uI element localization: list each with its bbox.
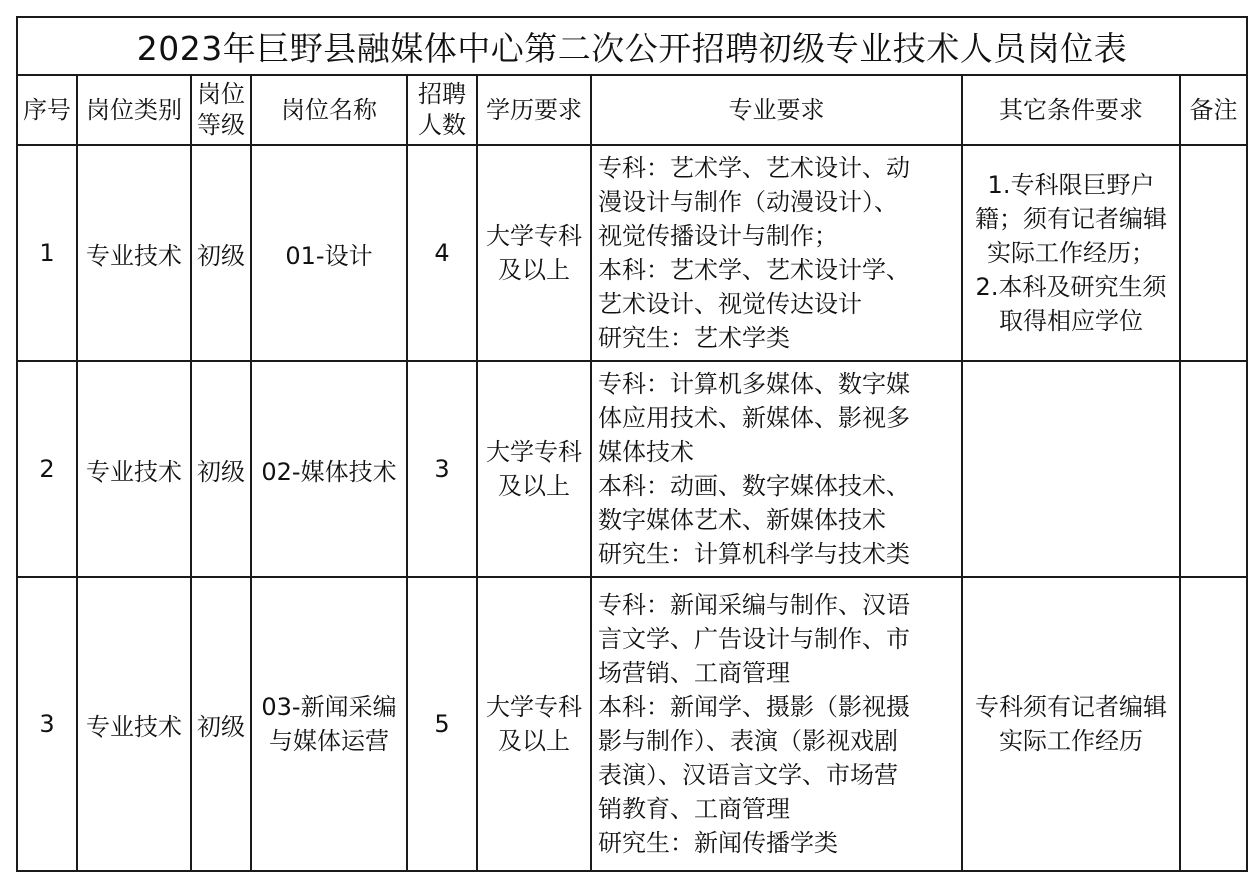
cell-major: 专科：艺术学、艺术设计、动 漫设计与制作（动漫设计）、 视觉传播设计与制作； 本科：艺术学、艺术设计学、 艺术设计、视觉传达设计 研究生：艺术学类 (591, 145, 962, 361)
cell-note (1180, 145, 1247, 361)
cell-seq: 2 (17, 361, 77, 577)
header-education: 学历要求 (477, 75, 591, 145)
cell-other (962, 361, 1180, 577)
header-level: 岗位 等级 (191, 75, 251, 145)
cell-seq: 1 (17, 145, 77, 361)
cell-seq: 3 (17, 577, 77, 871)
cell-education: 大学专科 及以上 (477, 145, 591, 361)
cell-level: 初级 (191, 577, 251, 871)
table-row (17, 361, 1247, 577)
header-count: 招聘 人数 (407, 75, 477, 145)
header-other: 其它条件要求 (962, 75, 1180, 145)
cell-post-name: 02-媒体技术 (251, 361, 407, 577)
cell-education: 大学专科 及以上 (477, 577, 591, 871)
table-row (17, 145, 1247, 361)
recruitment-table-sheet (16, 16, 1246, 869)
cell-count: 3 (407, 361, 477, 577)
recruitment-table (16, 16, 1248, 872)
table-title: 2023年巨野县融媒体中心第二次公开招聘初级专业技术人员岗位表 (17, 17, 1247, 75)
cell-note (1180, 361, 1247, 577)
cell-category: 专业技术 (77, 145, 191, 361)
cell-major: 专科：新闻采编与制作、汉语 言文学、广告设计与制作、市 场营销、工商管理 本科：新闻学、摄影（影视摄 影与制作）、表演（影视戏剧 表演）、汉语言文学、市场营 销教育、工商管理 研究生：新闻传播学类 (591, 577, 962, 871)
cell-note (1180, 577, 1247, 871)
cell-level: 初级 (191, 361, 251, 577)
cell-level: 初级 (191, 145, 251, 361)
table-row (17, 577, 1247, 871)
header-category: 岗位类别 (77, 75, 191, 145)
cell-category: 专业技术 (77, 361, 191, 577)
cell-other: 1.专科限巨野户 籍；须有记者编辑 实际工作经历； 2.本科及研究生须 取得相应学位 (962, 145, 1180, 361)
header-post-name: 岗位名称 (251, 75, 407, 145)
cell-post-name: 01-设计 (251, 145, 407, 361)
cell-count: 5 (407, 577, 477, 871)
header-note: 备注 (1180, 75, 1247, 145)
cell-major: 专科：计算机多媒体、数字媒 体应用技术、新媒体、影视多 媒体技术 本科：动画、数字媒体技术、 数字媒体艺术、新媒体技术 研究生：计算机科学与技术类 (591, 361, 962, 577)
cell-post-name: 03-新闻采编 与媒体运营 (251, 577, 407, 871)
cell-category: 专业技术 (77, 577, 191, 871)
cell-count: 4 (407, 145, 477, 361)
header-major: 专业要求 (591, 75, 962, 145)
cell-other: 专科须有记者编辑 实际工作经历 (962, 577, 1180, 871)
header-seq: 序号 (17, 75, 77, 145)
cell-education: 大学专科 及以上 (477, 361, 591, 577)
